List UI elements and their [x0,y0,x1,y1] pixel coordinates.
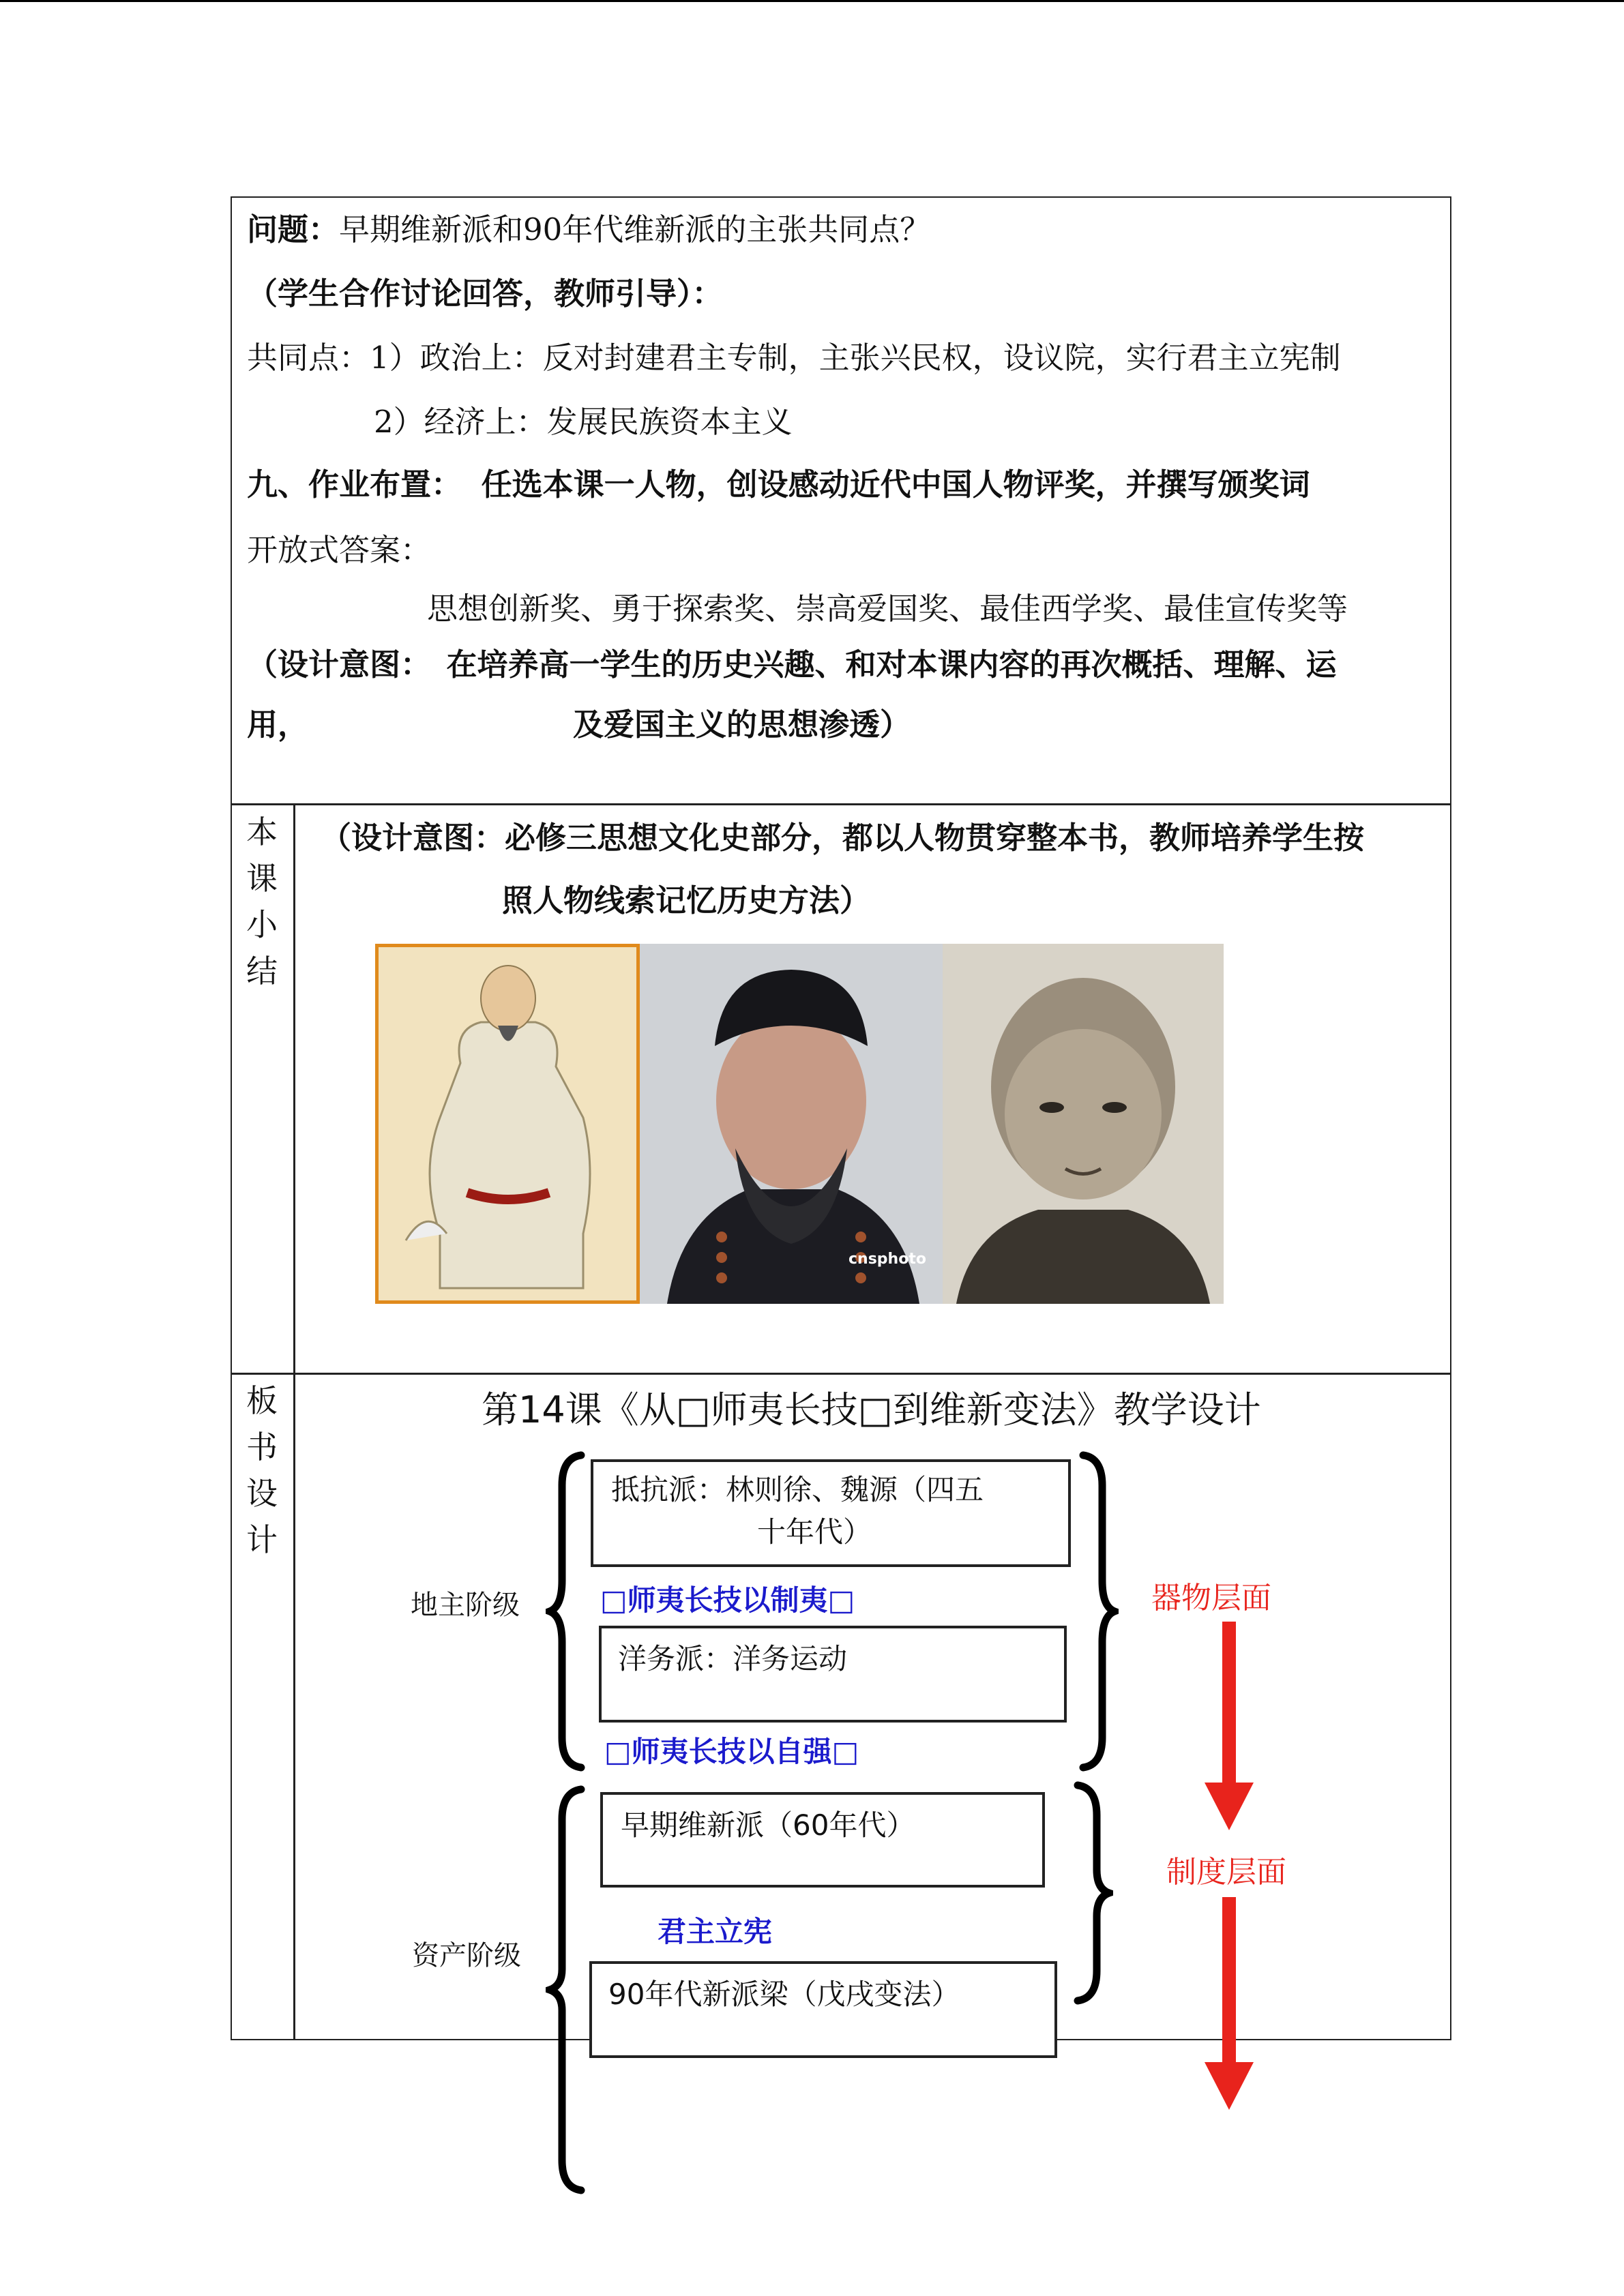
painted-figure-icon [379,947,636,1300]
brace-right-landlord [1078,1451,1119,1772]
brace-right-bourgeois [1072,1781,1113,2005]
photo-caption: cnsphoto [848,1251,926,1268]
slogan-control-barbarians: □师夷长技以制夷□ [600,1583,855,1617]
red-arrow-1-icon [1203,1622,1255,1833]
board-title: 第14课《从□师夷长技□到维新变法》教学设计 [482,1388,1261,1431]
box-westernization-text: 洋务派：洋务运动 [618,1642,848,1675]
row-divider-1 [231,803,1451,805]
discussion-note: （学生合作讨论回答，教师引导）： [247,275,723,312]
common-point-economy: 2）经济上：发展民族资本主义 [374,404,793,440]
bourgeois-class-label: 资产阶级 [412,1940,521,1971]
page-top-rule [0,0,1624,2]
question-label: 问题： [247,211,340,248]
question-line [247,211,930,248]
brace-left-landlord [546,1451,587,1772]
level-material: 器物层面 [1151,1581,1271,1615]
common-point-politics: 共同点：1）政治上：反对封建君主专制，主张兴民权，设议院，实行君主立宪制 [247,340,1341,376]
box-1890s-reformists-text: 90年代新派梁（戊戌变法） [608,1978,960,2011]
homework-line [247,466,1310,503]
slogan-self-strengthening: □师夷长技以自强□ [604,1735,859,1768]
man-with-cap-icon [640,944,943,1304]
design-intent-line-1: （设计意图： 在培养高一学生的历史兴趣、和对本课内容的再次概括、理解、运 [247,646,1337,683]
design-intent-line-2b: 及爱国主义的思想渗透） [573,706,911,743]
summary-intent-line-1: （设计意图：必修三思想文化史部分，都以人物贯穿整本书，教师培养学生按 [321,820,1365,856]
open-answer-label: 开放式答案： [247,532,432,568]
brace-left-bourgeois [546,1785,587,2194]
landlord-class-label: 地主阶级 [411,1590,520,1621]
open-answer-text: 思想创新奖、勇于探索奖、崇高爱国奖、最佳西学奖、最佳宣传奖等 [427,591,1348,627]
homework-label: 九、作业布置： [247,466,462,503]
box-early-reformists-text: 早期维新派（60年代） [621,1808,915,1842]
portrait-photo-3 [943,944,1224,1304]
red-arrow-2-icon [1203,1897,1255,2113]
slogan-constitutional-monarchy: 君主立宪 [658,1915,773,1948]
row-divider-2 [231,1373,1451,1375]
question-text: 早期维新派和90年代维新派的主张共同点？ [339,211,931,248]
box-resistance-text-1: 抵抗派：林则徐、魏源（四五 [611,1473,984,1506]
portrait-photo-2 [640,944,943,1304]
design-intent-line-2a: 用， [247,706,309,743]
board-side-label: 板 书 设 计 [246,1382,278,1558]
level-institutional: 制度层面 [1166,1855,1286,1890]
summary-intent-line-2: 照人物线索记忆历史方法） [502,882,871,919]
portrait-painting [375,944,640,1304]
young-man-icon [943,944,1224,1304]
box-resistance-text-2: 十年代） [757,1515,872,1549]
summary-side-label: 本 课 小 结 [246,814,278,989]
side-column-divider [293,803,295,2040]
homework-text: 任选本课一人物，创设感动近代中国人物评奖，并撰写颁奖词 [481,466,1310,503]
